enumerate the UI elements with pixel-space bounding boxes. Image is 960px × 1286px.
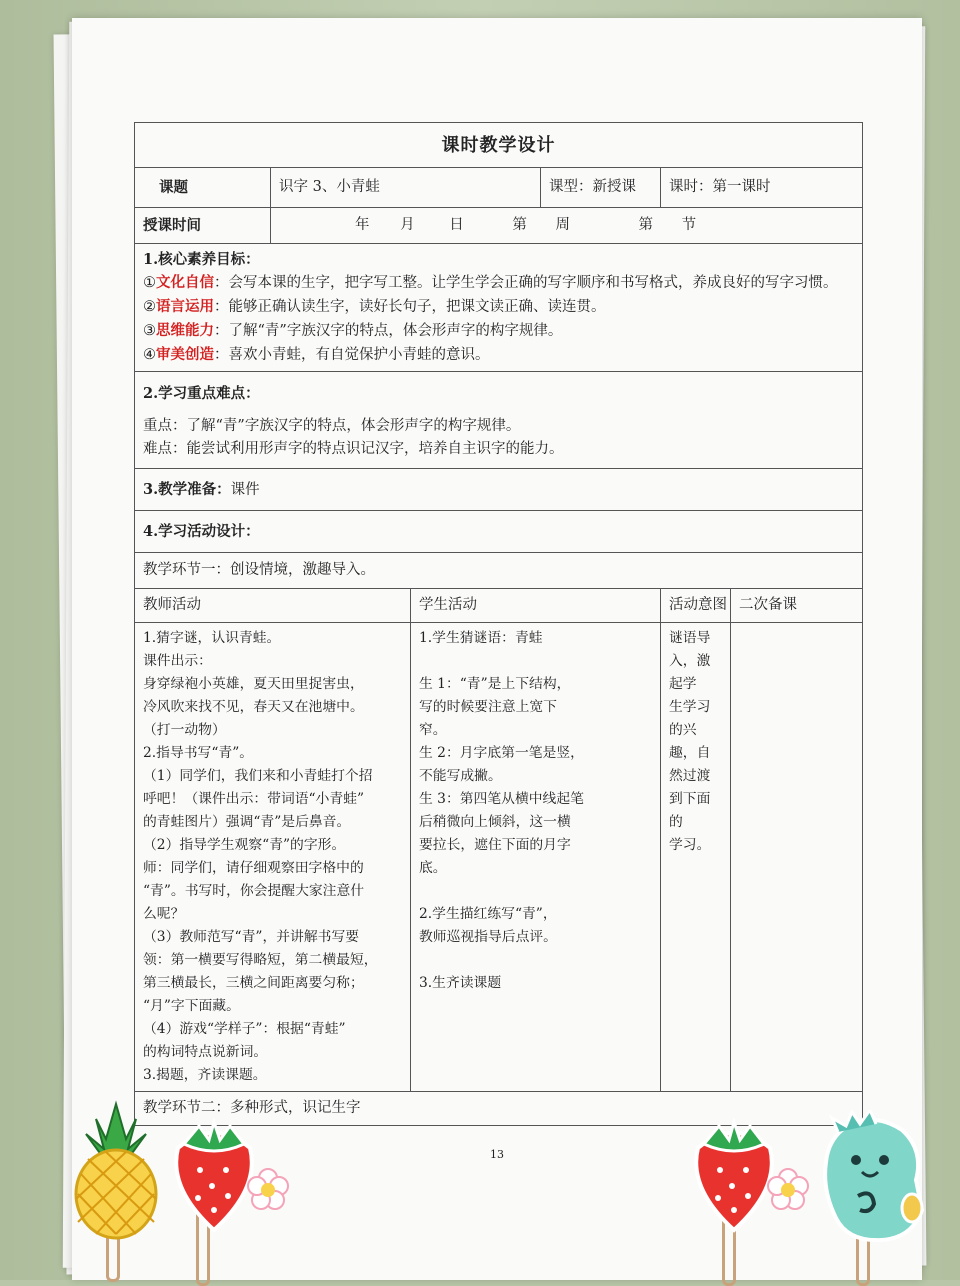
teacher-activity-cell	[135, 623, 411, 1092]
teacher-line: （打一动物）	[143, 722, 226, 738]
teacher-line: 3.揭题，齐读课题。	[143, 1067, 267, 1083]
student-line: 教师巡视指导后点评。	[419, 929, 557, 945]
key-points-section	[135, 372, 863, 469]
teacher-line: 2.指导书写“青”。	[143, 745, 254, 761]
key-difficulty: 难点：能尝试利用形声字的特点识记汉字，培养自主识字的能力。	[143, 441, 564, 457]
goal-item: ④审美创造：喜欢小青蛙，有自觉保护小青蛙的意识。	[143, 346, 490, 363]
teacher-line: 师：同学们，请仔细观察田字格中的	[143, 860, 364, 876]
teacher-line: （2）指导学生观察“青”的字形。	[143, 837, 346, 853]
stage-two: 教学环节二：多种形式，识记生字	[135, 1092, 863, 1126]
student-line: 窄。	[419, 722, 447, 738]
teacher-line: （3）教师范写“青”，并讲解书写要	[143, 929, 360, 945]
col-header-teacher: 教师活动	[135, 589, 411, 623]
intent-cell	[661, 623, 731, 1092]
teacher-line: “月”字下面藏。	[143, 998, 240, 1014]
document-page	[72, 18, 922, 1280]
col-header-student: 学生活动	[411, 589, 661, 623]
prep-section	[135, 469, 863, 511]
stage-one: 教学环节一：创设情境，激趣导入。	[135, 553, 863, 589]
teacher-line: “青”。书写时，你会提醒大家注意什	[143, 883, 365, 899]
teacher-line: （4）游戏“学样子”：根据“青蛙”	[143, 1021, 346, 1037]
prep-heading: 3.教学准备：	[143, 480, 231, 498]
teacher-line: 课件出示：	[143, 653, 212, 669]
student-line-blank	[419, 880, 652, 903]
pineapple-clip-icon	[66, 1094, 166, 1244]
core-goals-heading: 1.核心素养目标：	[143, 251, 260, 268]
page-number: 13	[490, 1148, 504, 1161]
page-title: 课时教学设计	[135, 123, 863, 168]
student-line-blank	[419, 650, 652, 673]
lesson-type: 课型：新授课	[541, 168, 661, 208]
activity-heading: 4.学习活动设计：	[135, 511, 863, 553]
teacher-line: 冷风吹来找不见，春天又在池塘中。	[143, 699, 364, 715]
lesson-period: 课时：第一课时	[661, 168, 863, 208]
lesson-plan-table	[134, 122, 863, 1126]
teacher-line: 呼吧！（课件出示：带词语“小青蛙”	[143, 791, 365, 807]
student-line: 不能写成撇。	[419, 768, 502, 784]
dinosaur-clip-icon	[812, 1110, 932, 1250]
col-header-intent: 活动意图	[661, 589, 731, 623]
goal-item: ①文化自信：会写本课的生字，把字写工整。让学生学会正确的写字顺序和书写格式，养成良好的写字习惯。	[143, 274, 838, 291]
time-value: 年 月 日 第 周 第 节	[271, 208, 863, 244]
intent-line: 生学习的兴趣，自	[669, 699, 711, 761]
student-line: 要拉长，遮住下面的月字	[419, 837, 571, 853]
core-goals-section	[135, 244, 863, 372]
strawberry-clip-icon	[684, 1118, 814, 1238]
teacher-line: 领：第一横要写得略短，第二横最短，	[143, 952, 378, 968]
student-line: 底。	[419, 860, 447, 876]
student-line: 生 1：“青”是上下结构，	[419, 676, 571, 692]
topic-value: 识字 3、小青蛙	[271, 168, 541, 208]
key-focus: 重点：了解“青”字族汉字的特点，体会形声字的构字规律。	[143, 418, 521, 434]
goal-item: ③思维能力：了解“青”字族汉字的特点，体会形声字的构字规律。	[143, 322, 563, 339]
teacher-line: 么呢？	[143, 906, 185, 922]
strawberry-clip-icon	[164, 1118, 294, 1238]
student-line: 生 3：第四笔从横中线起笔	[419, 791, 584, 807]
intent-line: 然过渡到下面的	[669, 768, 711, 830]
teacher-line: 的青蛙图片）强调“青”是后鼻音。	[143, 814, 351, 830]
teacher-line: （1）同学们，我们来和小青蛙打个招	[143, 768, 373, 784]
student-line-blank	[419, 949, 652, 972]
col-header-revision: 二次备课	[731, 589, 863, 623]
student-line: 3.生齐读课题	[419, 975, 502, 991]
prep-value: 课件	[230, 481, 260, 498]
student-activity-cell	[411, 623, 661, 1092]
student-line: 写的时候要注意上宽下	[419, 699, 557, 715]
time-label: 授课时间	[135, 208, 271, 244]
student-line: 生 2：月字底第一笔是竖，	[419, 745, 584, 761]
intent-line: 学习。	[669, 837, 711, 853]
teacher-line: 第三横最长，三横之间距离要匀称；	[143, 975, 364, 991]
revision-cell	[731, 623, 863, 1092]
teacher-line: 身穿绿袍小英雄，夏天田里捉害虫，	[143, 676, 364, 692]
intent-line: 谜语导入，激起学	[669, 630, 711, 692]
topic-label: 课题	[135, 168, 271, 208]
student-line: 2.学生描红练写“青”，	[419, 906, 557, 922]
goal-item: ②语言运用：能够正确认读生字，读好长句子，把课文读正确、读连贯。	[143, 298, 606, 315]
student-line: 后稍微向上倾斜，这一横	[419, 814, 571, 830]
teacher-line: 的构词特点说新词。	[143, 1044, 268, 1060]
key-points-heading: 2.学习重点难点：	[143, 385, 260, 402]
teacher-line: 1.猜字谜，认识青蛙。	[143, 630, 281, 646]
student-line: 1.学生猜谜语：青蛙	[419, 630, 543, 646]
